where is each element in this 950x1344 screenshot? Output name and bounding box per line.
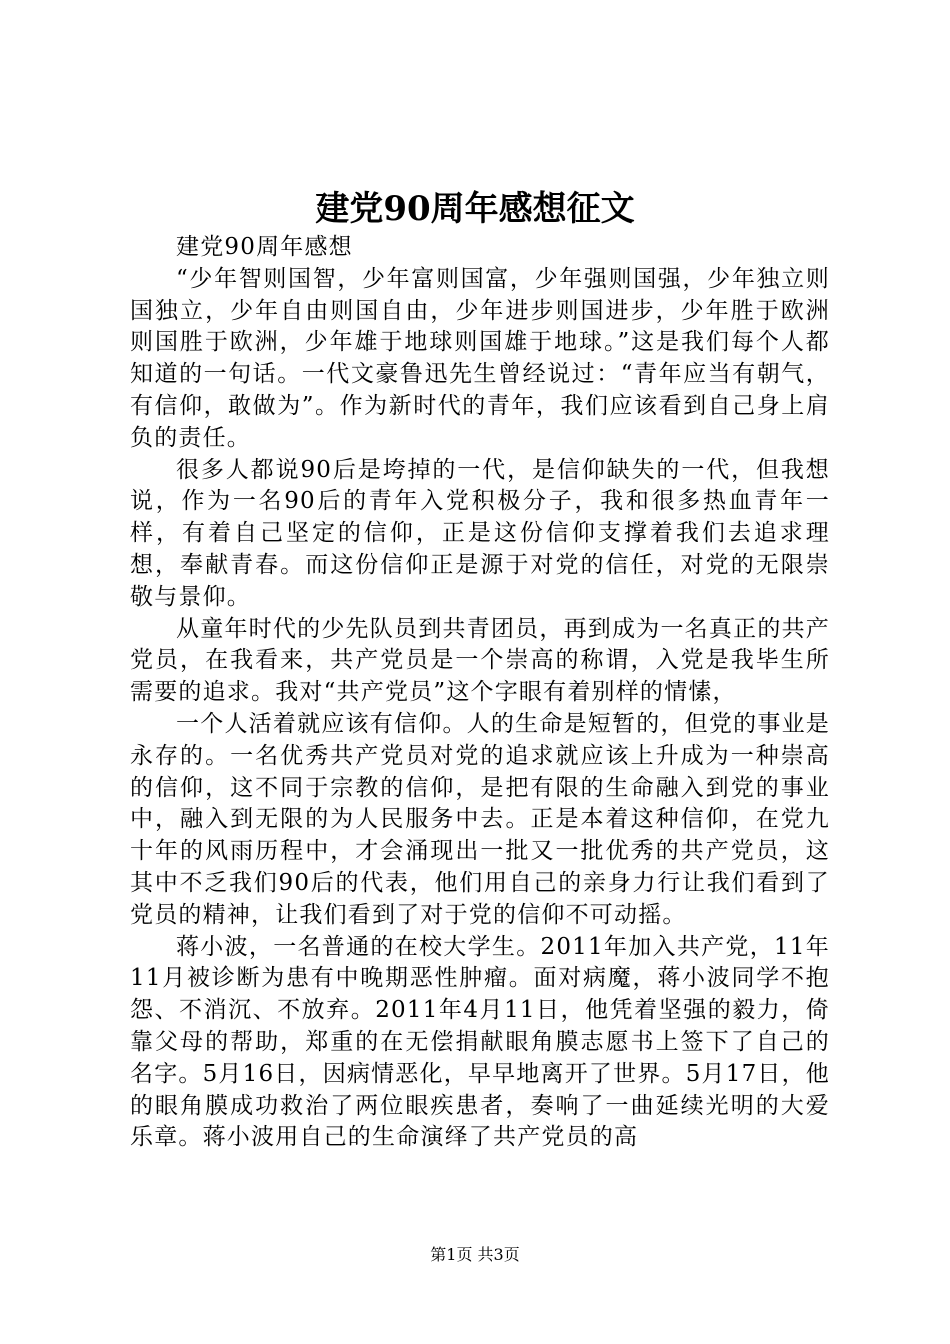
page-number-footer: 第1页 共3页 — [430, 1245, 520, 1264]
paragraph: 蒋小波，一名普通的在校大学生。2011年加入共产党，11年11月被诊断为患有中晚期恶性肿瘤。面对病魔，蒋小波同学不抱怨、不消沉、不放弃。2011年4月11日，他凭着坚强的毅力，倚靠父母的帮助，郑重的在无偿捐献眼角膜志愿书上签下了自己的名字。5月16日，因病情恶化，早早地离开了世界。5月17日，他的眼角膜成功救治了两位眼疾患者，奏响了一曲延续光明的大爱乐章。蒋小波用自己的生命演绎了共产党员的高 — [130, 933, 830, 1151]
paragraph: 从童年时代的少先队员到共青团员，再到成为一名真正的共产党员，在我看来，共产党员是一个崇高的称谓，入党是我毕生所需要的追求。我对“共产党员”这个字眼有着别样的情愫， — [130, 615, 830, 706]
paragraph: 一个人活着就应该有信仰。人的生命是短暂的，但党的事业是永存的。一名优秀共产党员对党的追求就应该上升成为一种崇高的信仰，这不同于宗教的信仰，是把有限的生命融入到党的事业中，融入到无限的为人民服务中去。正是本着这种信仰，在党九十年的风雨历程中，才会涌现出一批又一批优秀的共产党员，这其中不乏我们90后的代表，他们用自己的亲身力行让我们看到了党员的精神，让我们看到了对于党的信仰不可动摇。 — [130, 710, 830, 928]
paragraph: “少年智则国智，少年富则国富，少年强则国强，少年独立则国独立，少年自由则国自由，少年进步则国进步，少年胜于欧洲则国胜于欧洲，少年雄于地球则国雄于地球。”这是我们每个人都知道的一句话。一代文豪鲁迅先生曾经说过：“青年应当有朝气，有信仰，敢做为”。作为新时代的青年，我们应该看到自己身上肩负的责任。 — [130, 265, 830, 451]
paragraph-subtitle: 建党90周年感想 — [176, 234, 353, 260]
document-body — [130, 232, 830, 1154]
document-title: 建党90周年感想征文 — [315, 189, 635, 229]
paragraph: 很多人都说90后是垮掉的一代，是信仰缺失的一代，但我想说，作为一名90后的青年入党积极分子，我和很多热血青年一样，有着自己坚定的信仰，正是这份信仰支撑着我们去追求理想，奉献青春。而这份信仰正是源于对党的信任，对党的无限崇敬与景仰。 — [130, 456, 830, 610]
